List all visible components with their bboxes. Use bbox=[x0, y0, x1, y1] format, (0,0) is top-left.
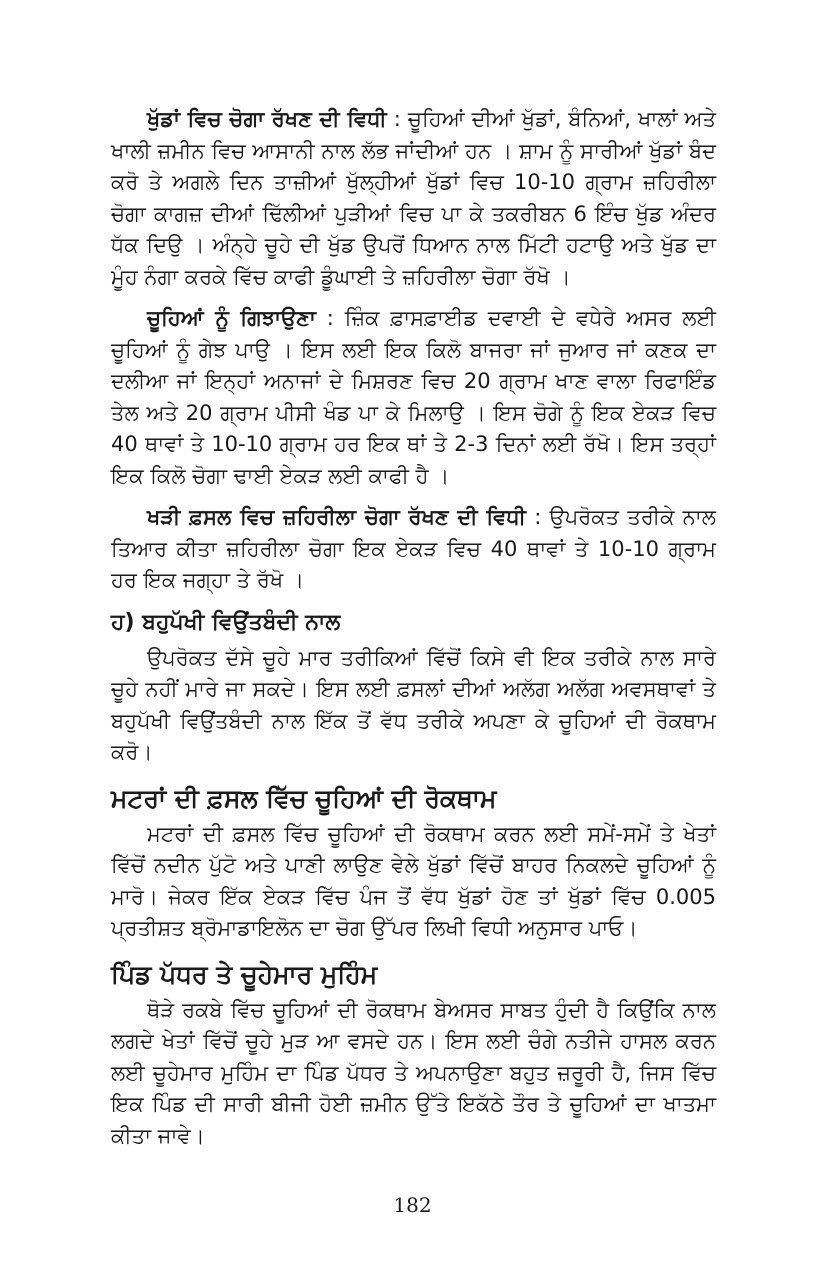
paragraph-lead-standing-crop: ਖੜੀ ਫ਼ਸਲ ਵਿਚ ਜ਼ਹਿਰੀਲਾ ਚੋਗਾ ਰੱਖਣ ਦੀ ਵਿਧੀ bbox=[147, 505, 526, 529]
page-body bbox=[111, 104, 716, 1152]
paragraph-village-level-campaign: ਥੋੜੇ ਰਕਬੇ ਵਿੱਚ ਚੂਹਿਆਂ ਦੀ ਰੋਕਥਾਮ ਬੇਅਸਰ ਸਾਬਤ ਹੁੰਦੀ ਹੈ ਕਿਉਂਕਿ ਨਾਲ ਲਗਦੇ ਖੇਤਾਂ ਵਿੱਚੋਂ ਚੂਹੇ ਮੁੜ ਆ ਵਸਦੇ ਹਨ। ਇਸ ਲਈ ਚੰਗੇ ਨਤੀਜੇ ਹਾਸਲ ਕਰਨ ਲਈ ਚੂਹੇਮਾਰ ਮੁਹਿੰਮ ਦਾ ਪਿੰਡ ਪੱਧਰ ਤੇ ਅਪਨਾਉਣਾ ਬਹੁਤ ਜ਼ਰੂਰੀ ਹੈ, ਜਿਸ ਵਿੱਚ ਇਕ ਪਿੰਡ ਦੀ ਸਾਰੀ ਬੀਜੀ ਹੋਈ ਜ਼ਮੀਨ ਉੱਤੇ ਇਕੱਠੇ ਤੌਰ ਤੇ ਚੂਹਿਆਂ ਦਾ ਖਾਤਮਾ ਕੀਤਾ ਜਾਵੇ। bbox=[111, 997, 716, 1148]
heading-village-level-campaign: ਪਿੰਡ ਪੱਧਰ ਤੇ ਚੂਹੇਮਾਰ ਮੁਹਿੰਮ bbox=[111, 959, 378, 989]
paragraph-rodent-control-in-peas: ਮਟਰਾਂ ਦੀ ਫ਼ਸਲ ਵਿੱਚ ਚੂਹਿਆਂ ਦੀ ਰੋਕਥਾਮ ਕਰਨ ਲਈ ਸਮੇਂ-ਸਮੇਂ ਤੇ ਖੇਤਾਂ ਵਿੱਚੋਂ ਨਦੀਨ ਪੁੱਟੋ ਅਤੇ ਪਾਣੀ ਲਾਉਣ ਵੇਲੇ ਖੁੱਡਾਂ ਵਿੱਚੋਂ ਬਾਹਰ ਨਿਕਲਦੇ ਚੂਹਿਆਂ ਨੂੰ ਮਾਰੋ। ਜੇਕਰ ਇੱਕ ਏਕੜ ਵਿੱਚ ਪੰਜ ਤੋਂ ਵੱਧ ਖੁੱਡਾਂ ਹੋਣ ਤਾਂ ਖੁੱਡਾਂ ਵਿੱਚ 0.005 ਪ੍ਰਤੀਸ਼ਤ ਬ੍ਰੋਮਾਡਾਇਲੋਨ ਦਾ ਚੋਗ ਉੱਪਰ ਲਿਖੀ ਵਿਧੀ ਅਨੁਸਾਰ ਪਾਓ। bbox=[111, 821, 716, 940]
paragraph-lead-prebaiting: ਚੂਹਿਆਂ ਨੂੰ ਗਿਝਾਉਣਾ bbox=[147, 306, 316, 330]
paragraph-text-prebaiting: : ਜ਼ਿੰਕ ਫ਼ਾਸਫ਼ਾਈਡ ਦਵਾਈ ਦੇ ਵਧੇਰੇ ਅਸਰ ਲਈ ਚੂਹਿਆਂ ਨੂੰ ਗੇਝ ਪਾਉ । ਇਸ ਲਈ ਇਕ ਕਿਲੋ ਬਾਜਰਾ ਜਾਂ ਜੁਆਰ ਜਾਂ ਕਣਕ ਦਾ ਦਲੀਆ ਜਾਂ ਇਨ੍ਹਾਂ ਅਨਾਜਾਂ ਦੇ ਮਿਸ਼ਰਣ ਵਿਚ 20 ਗ੍ਰਾਮ ਖਾਣ ਵਾਲਾ ਰਿਫਾਇੰਡ ਤੇਲ ਅਤੇ 20 ਗ੍ਰਾਮ ਪੀਸੀ ਖੰਡ ਪਾ ਕੇ ਮਿਲਾਉ । ਇਸ ਚੋਗੇ ਨੂੰ ਇਕ ਏਕੜ ਵਿਚ 40 ਥਾਵਾਂ ਤੇ 10-10 ਗ੍ਰਾਮ ਹਰ ਇਕ ਥਾਂ ਤੇ 2-3 ਦਿਨਾਂ ਲਈ ਰੱਖੋ। ਇਸ ਤਰ੍ਹਾਂ ਇਕ ਕਿਲੋ ਚੋਗਾ ਢਾਈ ਏਕੜ ਲਈ ਕਾਫੀ ਹੈ । bbox=[111, 306, 717, 488]
paragraph-text-standing-crop: : ਉਪਰੋਕਤ ਤਰੀਕੇ ਨਾਲ ਤਿਆਰ ਕੀਤਾ ਜ਼ਹਿਰੀਲਾ ਚੋਗਾ ਇਕ ਏਕੜ ਵਿਚ 40 ਥਾਵਾਂ ਤੇ 10-10 ਗ੍ਰਾਮ ਹਰ ਇਕ ਜਗ੍ਹਾ ਤੇ ਰੱਖੋ । bbox=[111, 505, 717, 592]
paragraph-lead-burrow-baiting: ਖੁੱਡਾਂ ਵਿਚ ਚੋਗਾ ਰੱਖਣ ਦੀ ਵਿਧੀ bbox=[147, 107, 387, 131]
page-number: 182 bbox=[393, 1193, 432, 1217]
paragraph-integrated-management: ਉਪਰੋਕਤ ਦੱਸੇ ਚੂਹੇ ਮਾਰ ਤਰੀਕਿਆਂ ਵਿੱਚੋਂ ਕਿਸੇ ਵੀ ਇਕ ਤਰੀਕੇ ਨਾਲ ਸਾਰੇ ਚੂਹੇ ਨਹੀਂ ਮਾਰੇ ਜਾ ਸਕਦੇ। ਇਸ ਲਈ ਫ਼ਸਲਾਂ ਦੀਆਂ ਅਲੱਗ ਅਲੱਗ ਅਵਸਥਾਵਾਂ ਤੇ ਬਹੁਪੱਖੀ ਵਿਉਂਤਬੰਦੀ ਨਾਲ ਇੱਕ ਤੋਂ ਵੱਧ ਤਰੀਕੇ ਅਪਣਾ ਕੇ ਚੂਹਿਆਂ ਦੀ ਰੋਕਥਾਮ ਕਰੋ। bbox=[111, 645, 716, 764]
heading-rodent-control-in-peas: ਮਟਰਾਂ ਦੀ ਫ਼ਸਲ ਵਿੱਚ ਚੂਹਿਆਂ ਦੀ ਰੋਕਥਾਮ bbox=[111, 783, 497, 813]
paragraph-text-burrow-baiting: : ਚੂਹਿਆਂ ਦੀਆਂ ਖੁੱਡਾਂ, ਬੰਨਿਆਂ, ਖਾਲਾਂ ਅਤੇ ਖਾਲੀ ਜ਼ਮੀਨ ਵਿਚ ਆਸਾਨੀ ਨਾਲ ਲੱਭ ਜਾਂਦੀਆਂ ਹਨ । ਸ਼ਾਮ ਨੂੰ ਸਾਰੀਆਂ ਖੁੱਡਾਂ ਬੰਦ ਕਰੋ ਤੇ ਅਗਲੇ ਦਿਨ ਤਾਜ਼ੀਆਂ ਖੁੱਲ੍ਹੀਆਂ ਖੁੱਡਾਂ ਵਿਚ 10-10 ਗ੍ਰਾਮ ਜ਼ਹਿਰੀਲਾ ਚੋਗਾ ਕਾਗਜ਼ ਦੀਆਂ ਢਿੱਲੀਆਂ ਪੁੜੀਆਂ ਵਿਚ ਪਾ ਕੇ ਤਕਰੀਬਨ 6 ਇੰਚ ਖੁੱਡ ਅੰਦਰ ਧੱਕ ਦਿਉ । ਅੰਨ੍ਹੇ ਚੂਹੇ ਦੀ ਖੁੱਡ ਉਪਰੋਂ ਧਿਆਨ ਨਾਲ ਮਿੱਟੀ ਹਟਾਉ ਅਤੇ ਖੁੱਡ ਦਾ ਮੂੰਹ ਨੰਗਾ ਕਰਕੇ ਵਿੱਚ ਕਾਫੀ ਡੂੰਘਾਈ ਤੇ ਜ਼ਹਿਰੀਲਾ ਚੋਗਾ ਰੱਖੋ । bbox=[111, 107, 716, 289]
paragraph-prebaiting bbox=[111, 303, 716, 492]
subheading-integrated-management: ਹ) ਬਹੁਪੱਖੀ ਵਿਉਂਤਬੰਦੀ ਨਾਲ bbox=[111, 609, 341, 635]
paragraph-burrow-baiting-method bbox=[111, 104, 716, 293]
paragraph-standing-crop-baiting bbox=[111, 502, 716, 597]
